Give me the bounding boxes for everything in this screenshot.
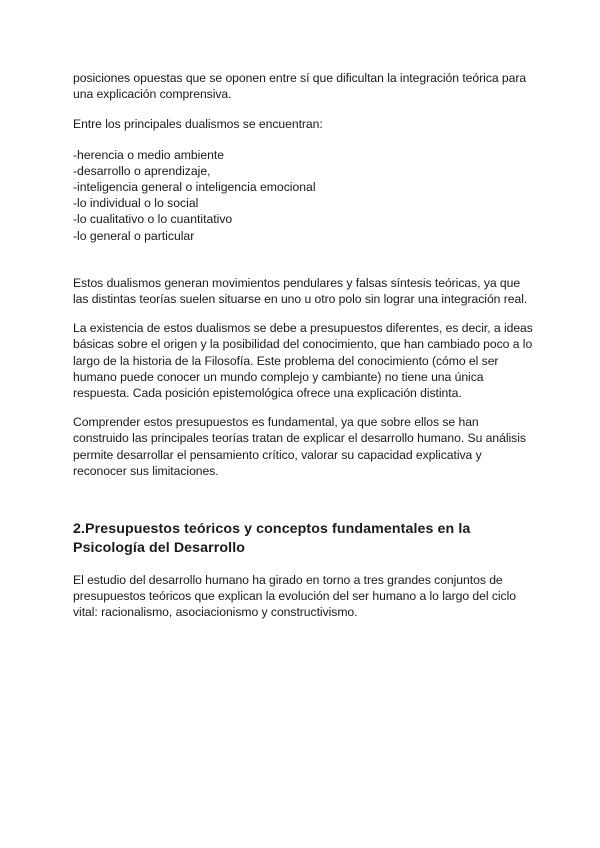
list-item: -lo general o particular: [73, 228, 195, 243]
document-body: [73, 70, 533, 634]
list-item: -inteligencia general o inteligencia emocional: [73, 180, 316, 195]
list-item: -lo individual o lo social: [73, 196, 199, 211]
paragraph-continuation: posiciones opuestas que se oponen entre sí que dificultan la integración teórica para una explicación comprensiva.: [73, 71, 527, 102]
dualisms-list: [73, 147, 533, 244]
paragraph-intro-dualisms: Entre los principales dualismos se encuentran:: [73, 117, 323, 132]
paragraph-presupuestos: La existencia de estos dualismos se debe a presupuestos diferentes, es decir, a ideas básicas sobre el origen y la posibilidad del conocimiento, que han cambiado poco a lo largo de la historia de la Filosofía. Este problema del conocimiento (cómo el ser humano puede conocer un mundo complejo y cambiante) no tiene una única respuesta. Cada posición epistemológica ofrece una explicación distinta.: [73, 321, 533, 401]
paragraph-pendular: Estos dualismos generan movimientos pendulares y falsas síntesis teóricas, ya que las distintas teorías suelen situarse en uno u otro polo sin lograr una integración real.: [73, 275, 528, 307]
list-item: -lo cualitativo o lo cuantitativo: [73, 212, 233, 227]
list-item: -desarrollo o aprendizaje,: [73, 163, 211, 178]
list-item: -herencia o medio ambiente: [73, 147, 225, 162]
paragraph-section: El estudio del desarrollo humano ha girado en torno a tres grandes conjuntos de presupuestos teóricos que explican la evolución del ser humano a lo largo del ciclo vital: racionalismo, asociacionismo y constructivismo.: [73, 573, 516, 620]
paragraph-comprender: Comprender estos presupuestos es fundamental, ya que sobre ellos se han construido las principales teorías tratan de explicar el desarrollo humano. Su análisis permite desarrollar el pensamiento crítico, valorar su capacidad explicativa y reconocer sus limitaciones.: [73, 415, 526, 478]
section-heading: 2.Presupuestos teóricos y conceptos fundamentales en la Psicología del Desarrollo: [73, 521, 471, 557]
